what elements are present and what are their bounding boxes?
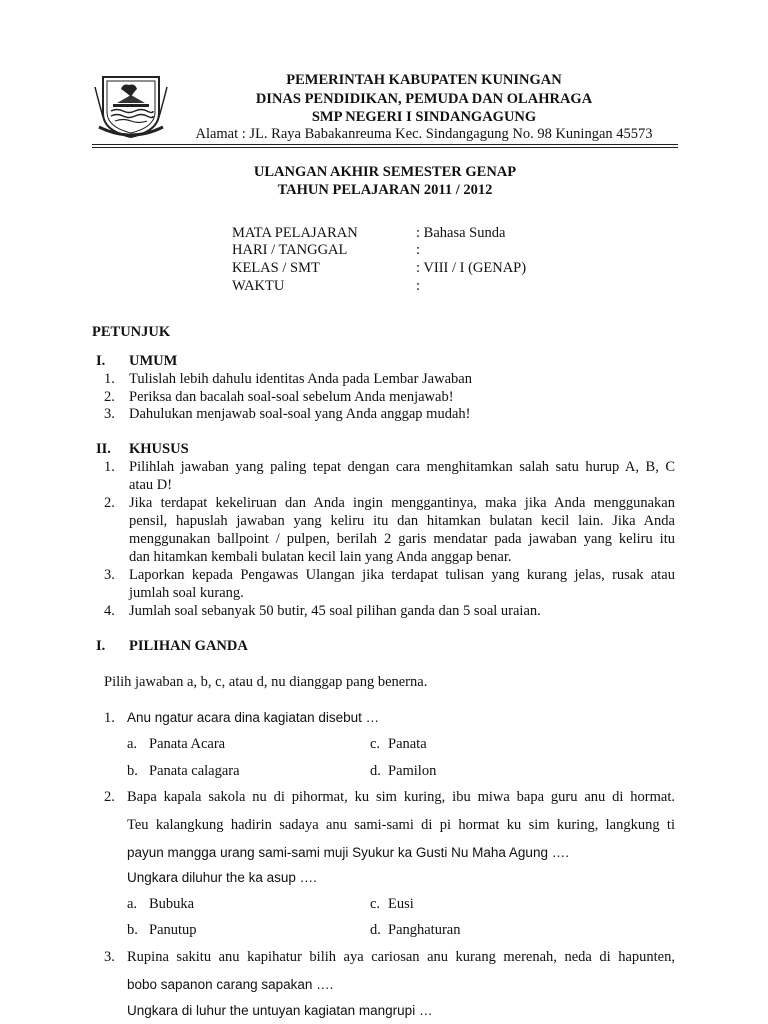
header-address: Alamat : JL. Raya Babakanreuma Kec. Sindangagung No. 98 Kuningan 45573 [195,126,653,142]
specific-item-line: jumlah soal kurang. [129,585,244,601]
instructions-heading: PETUNJUK [92,324,171,340]
option-letter: d. [370,763,381,779]
option-text: Panutup [149,922,197,938]
multiple-choice-instruction: Pilih jawaban a, b, c, atau d, nu dianggap pang benerna. [104,674,428,690]
exam-title: ULANGAN AKHIR SEMESTER GENAP [253,164,517,180]
info-label-date: HARI / TANGGAL [232,242,348,258]
specific-item-line: Jumlah soal sebanyak 50 butir, 45 soal pilihan ganda dan 5 soal uraian. [129,603,541,619]
multiple-choice-section-number: I. [96,638,106,654]
specific-item-line: pensil, hapuslah jawaban yang keliru itu dan hitamkan bulatan kecil lain. Jika Anda [129,513,675,529]
option-text: Eusi [388,896,414,912]
general-item-number: 1. [104,371,115,387]
general-item-number: 3. [104,406,115,422]
school-district-emblem-logo [93,73,169,139]
specific-item-line: dan hitamkan kembali bulatan kecil lain yang Anda anggap benar. [129,549,512,565]
specific-section-title: KHUSUS [129,441,189,457]
question-text: bobo sapanon carang sapakan …. [127,977,334,992]
question-text: payun mangga urang sami-sami muji Syukur ka Gusti Nu Maha Agung …. [127,845,569,860]
header-divider-thick [92,144,678,145]
option-text: Pamilon [388,763,437,779]
header-line-government: PEMERINTAH KABUPATEN KUNINGAN [286,72,562,88]
option-letter: c. [370,896,381,912]
specific-item-line: atau D! [129,477,173,493]
header-divider-thin [92,147,678,148]
specific-item-line: Laporkan kepada Pengawas Ulangan jika terdapat tulisan yang kurang jelas, rusak atau [129,567,675,583]
option-letter: a. [127,736,138,752]
general-section-number: I. [96,353,106,369]
specific-item-number: 3. [104,567,115,583]
specific-item-number: 1. [104,459,115,475]
exam-year: TAHUN PELAJARAN 2011 / 2012 [277,182,493,198]
option-text: Panata calagara [149,763,240,779]
option-letter: b. [127,922,138,938]
question-text: Ungkara di luhur the untuyan kagiatan mangrupi … [127,1003,433,1018]
specific-item-line: Pilihlah jawaban yang paling tepat dengan cara menghitamkan salah satu hurup A, B, C [129,459,675,475]
header-line-department: DINAS PENDIDIKAN, PEMUDA DAN OLAHRAGA [255,91,593,107]
general-item-number: 2. [104,389,115,405]
general-section-title: UMUM [129,353,178,369]
specific-item-line: Jika terdapat kekeliruan dan Anda ingin menggantinya, maka jika Anda menggunakan [129,495,675,511]
question-text: Teu kalangkung hadirin sadaya anu sami-sami di pi hormat ku sim kuring, langkung ti [127,817,675,833]
specific-item-number: 4. [104,603,115,619]
option-text: Panghaturan [388,922,461,938]
question-number: 2. [104,789,115,805]
info-label-subject: MATA PELAJARAN [232,225,358,241]
specific-section-number: II. [96,441,111,457]
multiple-choice-section-title: PILIHAN GANDA [129,638,248,654]
option-letter: c. [370,736,381,752]
general-item-text: Periksa dan bacalah soal-soal sebelum Anda menjawab! [129,389,454,405]
info-value-time: : [416,278,421,294]
question-text: Bapa kapala sakola nu di pihormat, ku sim kuring, ibu miwa bapa guru anu di hormat. [127,789,675,805]
question-number: 3. [104,949,115,965]
general-item-text: Tulislah lebih dahulu identitas Anda pada Lembar Jawaban [129,371,472,387]
info-value-class: : VIII / I (GENAP) [416,260,527,276]
option-letter: b. [127,763,138,779]
option-letter: a. [127,896,138,912]
option-text: Panata [388,736,427,752]
general-item-text: Dahulukan menjawab soal-soal yang Anda anggap mudah! [129,406,471,422]
option-letter: d. [370,922,381,938]
option-text: Bubuka [149,896,195,912]
info-label-class: KELAS / SMT [232,260,320,276]
question-text: Anu ngatur acara dina kagiatan disebut … [127,710,380,725]
question-text: Ungkara diluhur the ka asup …. [127,870,317,885]
option-text: Panata Acara [149,736,226,752]
specific-item-number: 2. [104,495,115,511]
info-value-date: : [416,242,421,258]
info-value-subject: : Bahasa Sunda [416,225,506,241]
question-number: 1. [104,710,115,726]
header-line-school: SMP NEGERI I SINDANGAGUNG [311,109,537,125]
question-text: Rupina sakitu anu kapihatur bilih aya cariosan anu kurang merenah, neda di hapunten, [127,949,675,965]
info-label-time: WAKTU [232,278,285,294]
specific-item-line: menggunakan ballpoint / pulpen, berilah 2 garis mendatar pada jawaban yang keliru itu [129,531,675,547]
